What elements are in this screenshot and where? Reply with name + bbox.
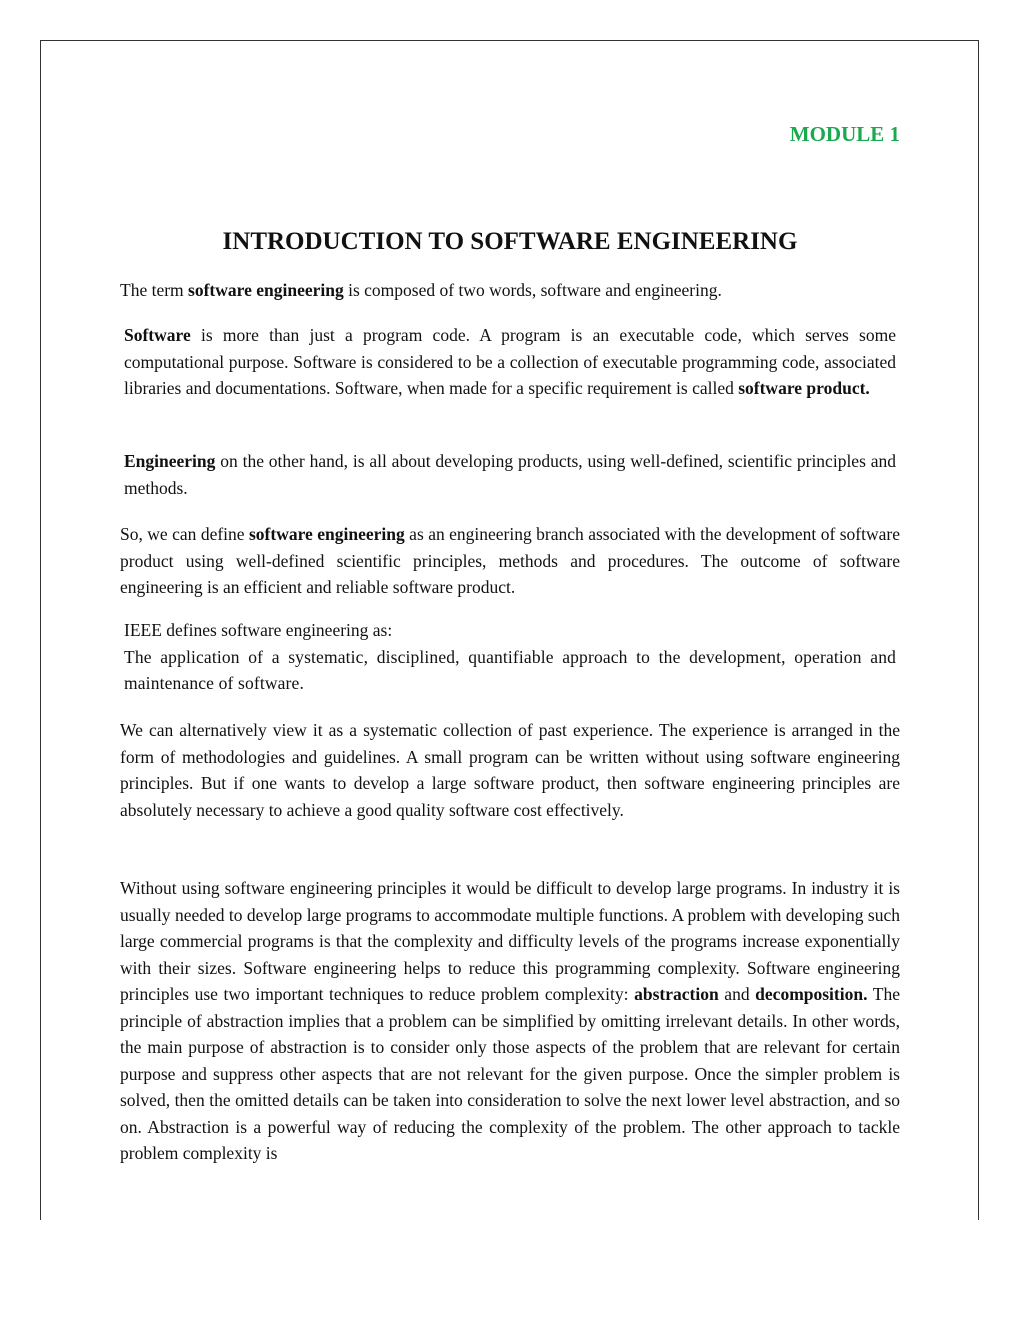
ieee-intro: IEEE defines software engineering as: xyxy=(124,620,393,640)
paragraph-engineering: Engineering on the other hand, is all about developing products, using well-defined, scientific principles and methods. xyxy=(124,451,896,498)
paragraph-definition: So, we can define software engineering as an engineering branch associated with the development of software product using well-defined scientific principles, methods and procedures. The outcome of software engineering is an efficient and reliable software product. xyxy=(120,524,900,597)
paragraph-ieee xyxy=(124,617,896,697)
paragraph-intro: The term software engineering is composed of two words, software and engineering. xyxy=(120,280,722,300)
paragraph-experience: We can alternatively view it as a systematic collection of past experience. The experience is arranged in the form of methodologies and guidelines. A small program can be written without using software engineering principles. But if one wants to develop a large software product, then software engineering principles are absolutely necessary to achieve a good quality software cost effectively. xyxy=(120,720,900,820)
page-title: INTRODUCTION TO SOFTWARE ENGINEERING xyxy=(222,228,798,255)
paragraph-software: Software is more than just a program code. A program is an executable code, which serves some computational purpose. Software is considered to be a collection of executable programming code, associated libraries and documentations. Software, when made for a specific requirement is called software product. xyxy=(124,325,896,398)
paragraph-complexity: Without using software engineering principles it would be difficult to develop large programs. In industry it is usually needed to develop large programs to accommodate multiple functions. A problem with developing such large commercial programs is that the complexity and difficulty levels of the programs increase exponentially with their sizes. Software engineering helps to reduce this programming complexity. Software engineering principles use two important techniques to reduce problem complexity: abstraction and decomposition. The principle of abstraction implies that a problem can be simplified by omitting irrelevant details. In other words, the main purpose of abstraction is to consider only those aspects of the problem that are relevant for certain purpose and suppress other aspects that are not relevant for the given purpose. Once the simpler problem is solved, then the omitted details can be taken into consideration to solve the next lower level abstraction, and so on. Abstraction is a powerful way of reducing the complexity of the problem. The other approach to tackle problem complexity is xyxy=(120,878,900,1163)
ieee-definition: The application of a systematic, disciplined, quantifiable approach to the development, operation and maintenance of software. xyxy=(124,646,896,693)
module-label: MODULE 1 xyxy=(789,122,900,146)
